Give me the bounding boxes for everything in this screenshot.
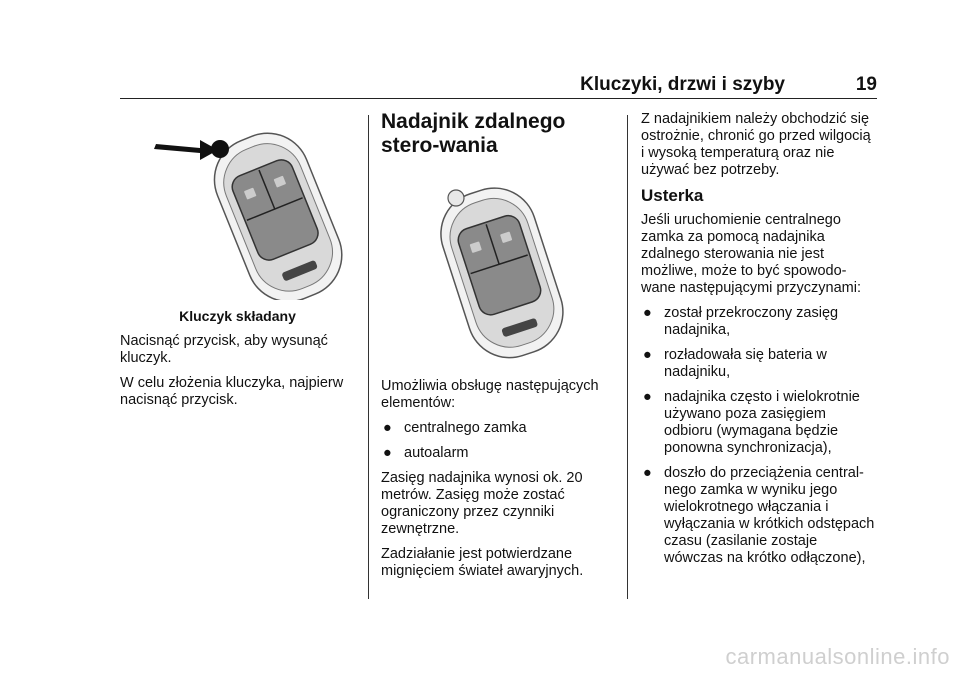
- paragraph: Z nadajnikiem należy obchodzić się ostrożnie, chronić go przed wilgocią i wysoką temperaturą oraz nie używać bez potrzeby.: [641, 111, 871, 178]
- list-item: ● centralnego zamka: [383, 420, 527, 436]
- folding-key-illustration: [120, 122, 355, 300]
- page-number: 19: [855, 74, 877, 95]
- bullet-icon: ●: [643, 465, 652, 481]
- figure-caption: Kluczyk składany: [179, 308, 296, 324]
- middle-column: [381, 110, 613, 588]
- remote-key-illustration: [381, 180, 613, 360]
- chapter-title: Kluczyki, drzwi i szyby: [580, 74, 785, 95]
- arrow-icon: [154, 140, 218, 160]
- paragraph: Umożliwia obsługę następujących elementów:: [381, 378, 599, 411]
- paragraph: Nacisnąć przycisk, aby wysunąć kluczyk.: [120, 333, 328, 366]
- paragraph: Jeśli uruchomienie centralnego zamka za pomocą nadajnika zdalnego sterowania nie jest możliwe, może to być spowodo-wane następującymi przyczynami:: [641, 212, 862, 296]
- list-item: ● rozładowała się bateria w nadajniku,: [643, 347, 827, 380]
- fault-cause-list: [641, 305, 877, 567]
- column-divider: [368, 115, 369, 599]
- page-header: [120, 72, 877, 99]
- paragraph: Zadziałanie jest potwierdzane mignięciem świateł awaryjnych.: [381, 546, 584, 579]
- column-divider: [627, 115, 628, 599]
- subsection-title: Usterka: [641, 186, 704, 205]
- list-item: ● doszło do przeciążenia central-nego zamka w wyniku jego wielokrotnego włączania i wyłączania w krótkich odstępach czasu (zasilanie zostaje wówczas na krótko odłączone),: [643, 465, 875, 566]
- bullet-icon: ●: [383, 445, 392, 461]
- list-item: ● został przekroczony zasięg nadajnika,: [643, 305, 839, 338]
- bullet-icon: ●: [643, 347, 652, 363]
- paragraph: Zasięg nadajnika wynosi ok. 20 metrów. Zasięg może zostać ograniczony przez czynniki zewnętrzne.: [381, 470, 583, 537]
- right-column: [641, 111, 877, 575]
- section-title: Nadajnik zdalnego stero-wania: [381, 110, 566, 157]
- bullet-icon: ●: [643, 305, 652, 321]
- bullet-icon: ●: [643, 389, 652, 405]
- left-column: [120, 122, 355, 417]
- paragraph: W celu złożenia kluczyka, najpierw nacisnąć przycisk.: [120, 375, 344, 408]
- bullet-icon: ●: [383, 420, 392, 436]
- list-item: ● nadajnika często i wielokrotnie używano poza zasięgiem odbioru (wymagana będzie ponowna synchronizacja),: [643, 389, 860, 456]
- list-item: ● autoalarm: [383, 445, 469, 461]
- watermark: carmanualsonline.info: [725, 644, 950, 669]
- function-list: [381, 420, 613, 462]
- release-button-icon: [211, 140, 229, 158]
